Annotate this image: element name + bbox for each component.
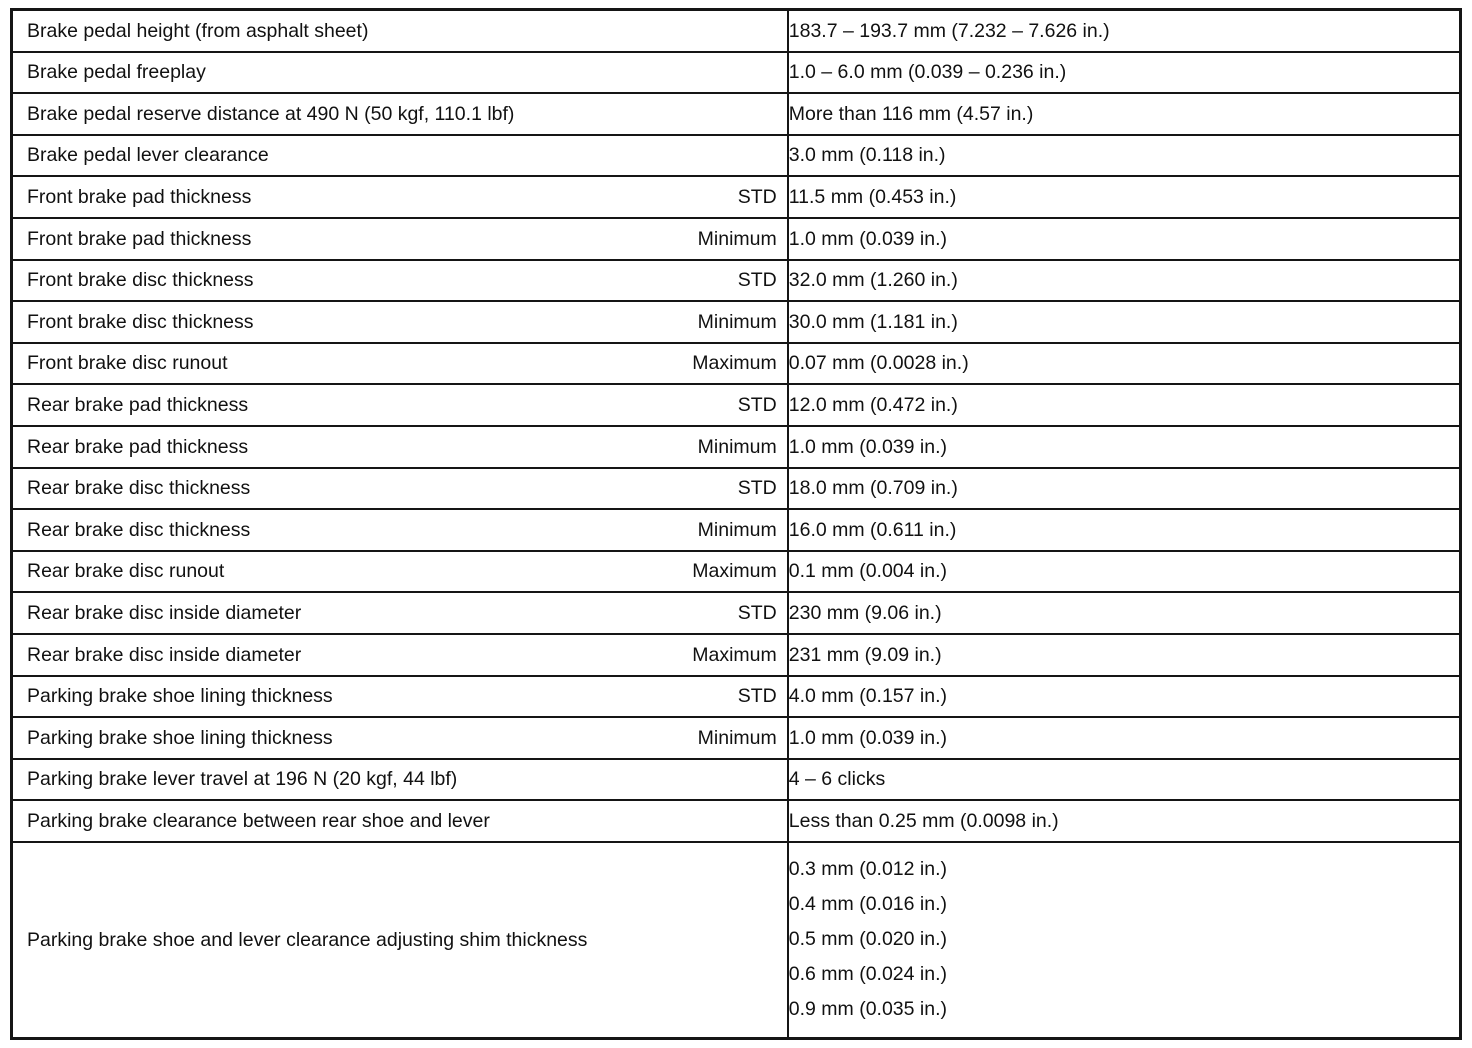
spec-value: 231 mm (9.09 in.) <box>788 643 942 666</box>
spec-value: 230 mm (9.06 in.) <box>788 601 942 624</box>
table-row <box>12 135 1461 177</box>
spec-label-cell <box>12 218 788 260</box>
spec-qualifier: STD <box>737 269 777 292</box>
spec-label-row <box>13 11 787 50</box>
spec-label: Parking brake shoe lining thickness <box>27 685 333 708</box>
brake-specifications-table <box>10 8 1462 1040</box>
spec-label-row <box>13 760 787 799</box>
spec-label-cell <box>12 384 788 426</box>
spec-label: Rear brake disc thickness <box>27 518 251 541</box>
spec-label-cell <box>12 759 788 801</box>
spec-label-cell <box>12 551 788 593</box>
spec-label-cell <box>12 93 788 135</box>
spec-value-cell <box>788 717 1461 759</box>
spec-label-cell <box>12 301 788 343</box>
spec-value: 12.0 mm (0.472 in.) <box>788 393 958 416</box>
spec-label-cell <box>12 509 788 551</box>
spec-value-cell <box>788 676 1461 718</box>
spec-value: 0.07 mm (0.0028 in.) <box>788 352 969 375</box>
spec-value-cell <box>788 384 1461 426</box>
spec-label-row <box>13 427 787 466</box>
spec-value: 0.9 mm (0.035 in.) <box>788 998 947 1021</box>
spec-label-cell <box>12 176 788 218</box>
spec-label-cell <box>12 52 788 94</box>
spec-label-cell <box>12 676 788 718</box>
spec-label-cell <box>12 800 788 842</box>
spec-value: 3.0 mm (0.118 in.) <box>788 144 946 167</box>
spec-label-cell <box>12 842 788 1039</box>
spec-label-row <box>13 469 787 508</box>
spec-qualifier: Minimum <box>697 310 777 333</box>
spec-label-row <box>13 386 787 425</box>
table-row <box>12 52 1461 94</box>
spec-table-body <box>12 10 1461 1039</box>
spec-qualifier: Minimum <box>697 518 777 541</box>
spec-label-row <box>13 594 787 633</box>
spec-value-cell <box>788 759 1461 801</box>
spec-label-row <box>13 802 787 841</box>
spec-label-row <box>13 53 787 92</box>
spec-value-cell <box>788 551 1461 593</box>
spec-label: Rear brake disc inside diameter <box>27 601 302 624</box>
spec-label: Front brake disc runout <box>27 352 228 375</box>
spec-qualifier: STD <box>737 601 777 624</box>
spec-value-cell <box>788 52 1461 94</box>
spec-label: Brake pedal reserve distance at 490 N (50 kgf, 110.1 lbf) <box>27 102 515 125</box>
table-row <box>12 93 1461 135</box>
spec-qualifier: Minimum <box>697 726 777 749</box>
table-row <box>12 509 1461 551</box>
spec-qualifier: Maximum <box>692 560 777 583</box>
spec-label: Brake pedal freeplay <box>27 61 206 84</box>
spec-value-cell <box>788 301 1461 343</box>
table-row <box>12 842 1461 1039</box>
spec-value-cell <box>788 426 1461 468</box>
table-row <box>12 176 1461 218</box>
spec-value: 30.0 mm (1.181 in.) <box>788 310 958 333</box>
spec-label: Rear brake pad thickness <box>27 393 249 416</box>
spec-label-row <box>13 95 787 134</box>
spec-label-row <box>13 552 787 591</box>
spec-label: Parking brake shoe and lever clearance adjusting shim thickness <box>27 928 588 951</box>
spec-value-cell <box>788 343 1461 385</box>
spec-label-row <box>13 136 787 175</box>
spec-value: 0.6 mm (0.024 in.) <box>788 963 947 986</box>
spec-label: Parking brake lever travel at 196 N (20 kgf, 44 lbf) <box>27 768 458 791</box>
spec-value-cell <box>788 592 1461 634</box>
spec-value: 1.0 mm (0.039 in.) <box>788 726 947 749</box>
spec-value: 32.0 mm (1.260 in.) <box>788 269 958 292</box>
spec-label-cell <box>12 10 788 52</box>
spec-label-cell <box>12 135 788 177</box>
spec-value: Less than 0.25 mm (0.0098 in.) <box>788 809 1059 832</box>
spec-label-row <box>13 344 787 383</box>
spec-label-cell <box>12 717 788 759</box>
spec-value: 4.0 mm (0.157 in.) <box>788 685 947 708</box>
spec-label-row <box>13 510 787 549</box>
spec-value-cell <box>788 176 1461 218</box>
spec-value-cell <box>788 842 1461 1039</box>
spec-value: 18.0 mm (0.709 in.) <box>788 477 958 500</box>
spec-label: Rear brake pad thickness <box>27 435 249 458</box>
spec-label-cell <box>12 634 788 676</box>
spec-value: 0.5 mm (0.020 in.) <box>788 928 947 951</box>
spec-qualifier: STD <box>737 477 777 500</box>
spec-qualifier: Maximum <box>692 643 777 666</box>
spec-label-row <box>13 302 787 341</box>
table-row <box>12 717 1461 759</box>
table-row <box>12 800 1461 842</box>
spec-value: 1.0 mm (0.039 in.) <box>788 227 947 250</box>
spec-value-cell <box>788 260 1461 302</box>
spec-value: 0.3 mm (0.012 in.) <box>788 858 947 881</box>
spec-label: Front brake pad thickness <box>27 227 252 250</box>
spec-value: 11.5 mm (0.453 in.) <box>788 185 957 208</box>
spec-label: Front brake pad thickness <box>27 185 252 208</box>
table-row <box>12 592 1461 634</box>
spec-value: 1.0 – 6.0 mm (0.039 – 0.236 in.) <box>788 61 1067 84</box>
table-row <box>12 551 1461 593</box>
spec-label-cell <box>12 343 788 385</box>
spec-value: 183.7 – 193.7 mm (7.232 – 7.626 in.) <box>788 19 1110 42</box>
spec-label: Rear brake disc inside diameter <box>27 643 302 666</box>
spec-label-cell <box>12 468 788 510</box>
spec-label: Parking brake clearance between rear shoe and lever <box>27 809 490 832</box>
spec-value-cell <box>788 800 1461 842</box>
spec-value: More than 116 mm (4.57 in.) <box>788 102 1034 125</box>
table-row <box>12 218 1461 260</box>
spec-label-row <box>13 219 787 258</box>
spec-label-cell <box>12 426 788 468</box>
spec-value-cell <box>788 509 1461 551</box>
spec-qualifier: Minimum <box>697 435 777 458</box>
spec-value: 1.0 mm (0.039 in.) <box>788 435 947 458</box>
spec-value: 16.0 mm (0.611 in.) <box>788 518 957 541</box>
spec-value: 4 – 6 clicks <box>788 768 886 791</box>
spec-value-cell <box>788 135 1461 177</box>
spec-label-row <box>13 635 787 674</box>
spec-value-cell <box>788 634 1461 676</box>
spec-label: Front brake disc thickness <box>27 310 254 333</box>
spec-value-cell <box>788 93 1461 135</box>
spec-label-cell <box>12 260 788 302</box>
spec-label: Brake pedal height (from asphalt sheet) <box>27 19 369 42</box>
spec-qualifier: Minimum <box>697 227 777 250</box>
table-row <box>12 301 1461 343</box>
spec-label-cell <box>12 592 788 634</box>
table-row <box>12 426 1461 468</box>
spec-label: Brake pedal lever clearance <box>27 144 269 167</box>
spec-value: 0.4 mm (0.016 in.) <box>788 893 947 916</box>
spec-label: Front brake disc thickness <box>27 269 254 292</box>
table-row <box>12 676 1461 718</box>
table-row <box>12 10 1461 52</box>
spec-label: Parking brake shoe lining thickness <box>27 726 333 749</box>
spec-value: 0.1 mm (0.004 in.) <box>788 560 947 583</box>
spec-qualifier: STD <box>737 685 777 708</box>
spec-value-cell <box>788 468 1461 510</box>
spec-label-row <box>13 178 787 217</box>
table-row <box>12 468 1461 510</box>
spec-value-cell <box>788 218 1461 260</box>
spec-label-row <box>13 677 787 716</box>
spec-qualifier: Maximum <box>692 352 777 375</box>
table-row <box>12 634 1461 676</box>
table-row <box>12 343 1461 385</box>
spec-value-cell <box>788 10 1461 52</box>
table-row <box>12 759 1461 801</box>
spec-qualifier: STD <box>737 393 777 416</box>
spec-label-row <box>13 261 787 300</box>
table-row <box>12 384 1461 426</box>
table-row <box>12 260 1461 302</box>
spec-qualifier: STD <box>737 185 777 208</box>
spec-label: Rear brake disc runout <box>27 560 225 583</box>
spec-label-row <box>13 718 787 757</box>
spec-label: Rear brake disc thickness <box>27 477 251 500</box>
spec-label-row <box>13 920 787 959</box>
